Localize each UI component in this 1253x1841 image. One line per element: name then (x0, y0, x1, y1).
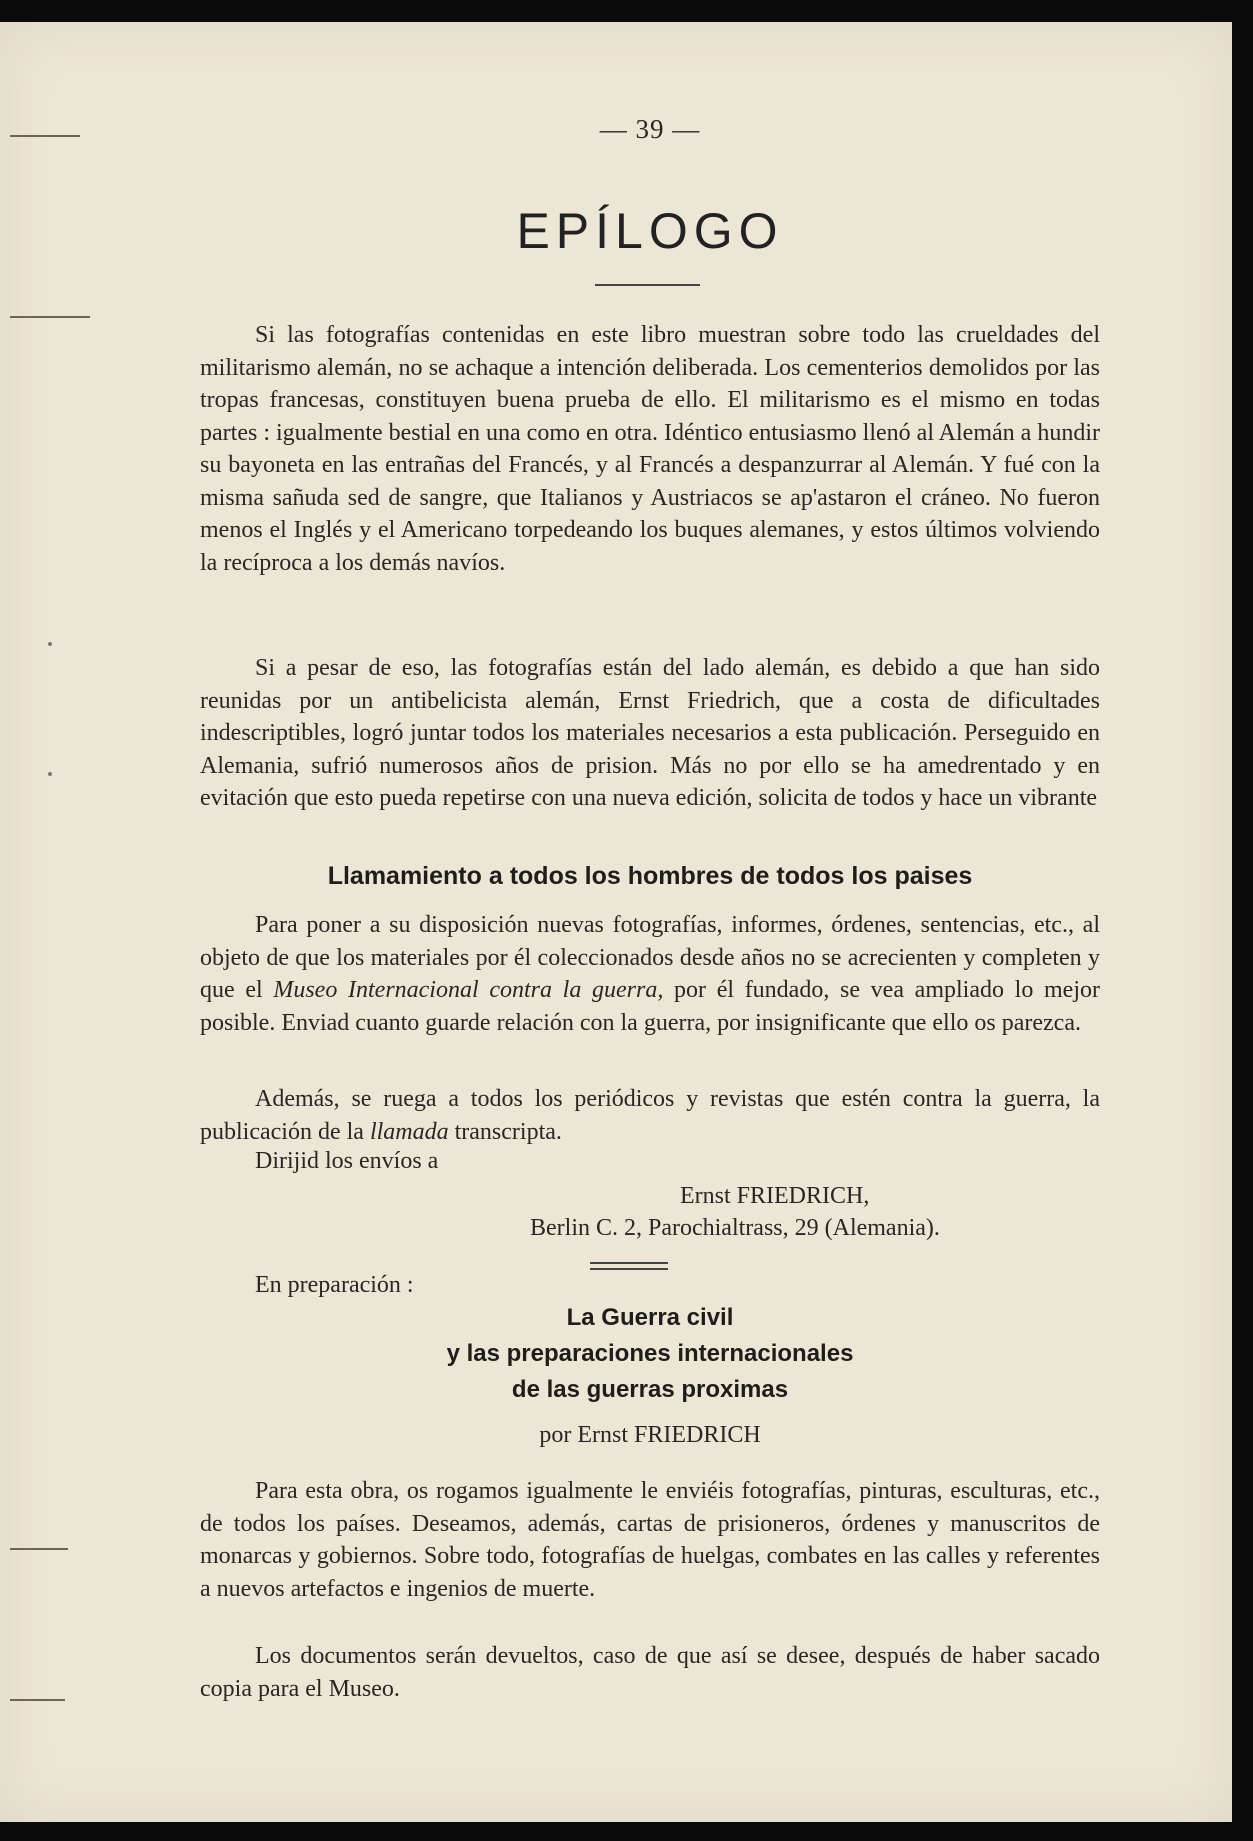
paragraph-text (200, 909, 1100, 1039)
text-run: Para poner a su disposición nuevas fotografías, informes, órdenes, sentencias, etc., al objeto de que los materiales por él coleccionados desde años no se acrecienten y completen y que el (200, 912, 1100, 1003)
call-word: llamada (369, 1118, 449, 1145)
paragraph-text: Si a pesar de eso, las fotografías están del lado alemán, es debido a que han sido reunidas por un antibelicista alemán, Ernst Friedrich, que a costa de dificultades indescriptibles, logró juntar todos los materiales necesarios a esta publicación. Perseguido en Alemania, sufrió numerosos años de prision. Más no por ello se ha amedrentado y en evitación que esto pueda repetirse con una nueva edición, solicita de todos y hace un vibrante (200, 655, 1100, 811)
author-line: por Ernst FRIEDRICH (539, 1422, 761, 1448)
binding-mark (10, 1548, 68, 1550)
call-heading: Llamamiento a todos los hombres de todos los paises (327, 862, 973, 890)
museum-name: Museo Internacional contra la guerra, (273, 977, 664, 1003)
paragraph-3 (200, 909, 1100, 1039)
book-title-line: y las preparaciones internacionales (446, 1340, 854, 1367)
binding-mark (10, 316, 90, 318)
binding-mark (10, 1699, 65, 1701)
book-title (200, 1300, 1100, 1408)
paragraph-text (200, 1083, 1100, 1148)
paragraph-5 (200, 1475, 1100, 1605)
book-page (0, 22, 1232, 1822)
book-title-line: La Guerra civil (566, 1304, 734, 1331)
text-run: por él fundado, se vea ampliado lo mejor posible. Enviad cuanto guarde relación con la guerra, por insignificante que ello os parezca. (200, 977, 1100, 1036)
paragraph-1 (200, 319, 1100, 579)
send-label: Dirijid los envíos a (255, 1148, 439, 1174)
text-run: Además, se ruega a todos los periódicos y revistas que estén contra la guerra, la publicación de la (200, 1086, 1100, 1145)
paragraph-4 (200, 1083, 1100, 1148)
binding-mark (10, 135, 80, 137)
page-number: — 39 — (599, 114, 701, 144)
address-name: Ernst FRIEDRICH, (680, 1183, 870, 1209)
title-divider (595, 284, 700, 286)
stitch-hole (48, 642, 52, 646)
text-run: transcripta. (448, 1118, 562, 1145)
page-title: EPÍLOGO (516, 203, 784, 259)
address-line: Berlin C. 2, Parochialtrass, 29 (Alemania). (530, 1215, 940, 1241)
stitch-hole (48, 772, 52, 776)
paragraph-text: Los documentos serán devueltos, caso de que así se desee, después de haber sacado copia para el Museo. (200, 1643, 1100, 1702)
paragraph-2 (200, 652, 1100, 815)
prep-label: En preparación : (255, 1272, 414, 1298)
paragraph-text: Si las fotografías contenidas en este libro muestran sobre todo las crueldades del militarismo alemán, no se achaque a intención deliberada. Los cementerios demolidos por las tropas francesas, constituyen buena prueba de ello. El militarismo es el mismo en todas partes : igualmente bestial en una como en otra. Idéntico entusiasmo llenó al Alemán a hundir su bayoneta en las entrañas del Francés, y al Francés a despanzurrar al Alemán. Y fué con la misma sañuda sed de sangre, que Italianos y Austriacos se ap'astaron el cráneo. No fueron menos el Inglés y el Americano torpedeando los buques alemanes, y estos últimos volviendo la recíproca a los demás navíos. (200, 322, 1100, 576)
book-title-line: de las guerras proximas (511, 1376, 789, 1403)
paragraph-text: Para esta obra, os rogamos igualmente le enviéis fotografías, pinturas, esculturas, etc., de todos los países. Deseamos, además, cartas de prisioneros, órdenes y manuscritos de monarcas y gobiernos. Sobre todo, fotografías de huelgas, combates en las calles y referentes a nuevos artefactos e ingenios de muerte. (200, 1478, 1100, 1602)
section-divider (590, 1262, 668, 1274)
paragraph-6 (200, 1640, 1100, 1705)
